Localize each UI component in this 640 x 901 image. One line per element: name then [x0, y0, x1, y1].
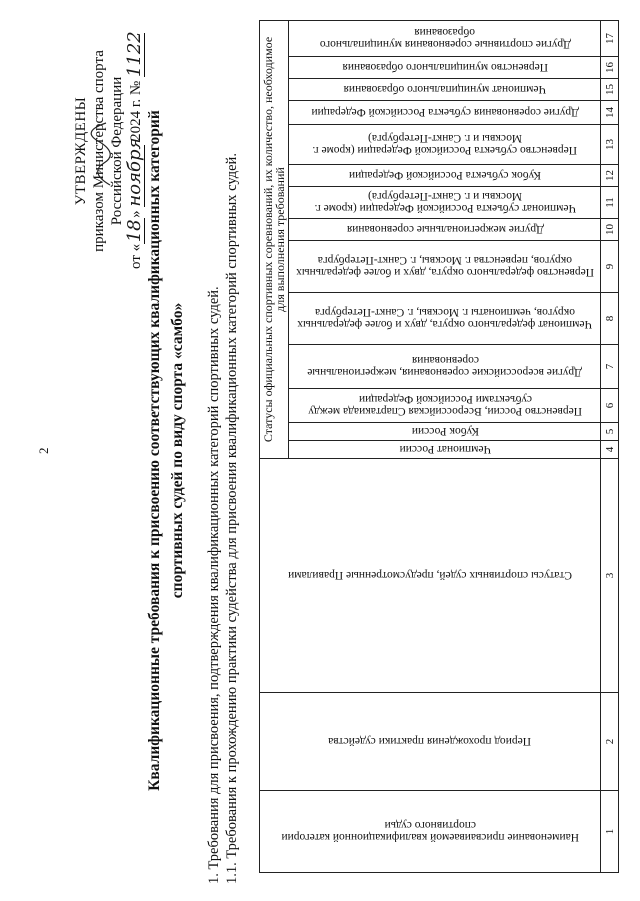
column-number: 16	[601, 57, 619, 79]
column-number: 1	[601, 791, 619, 873]
competition-header-cell: Чемпионат муниципального образования	[289, 79, 601, 101]
competition-header-cell: Первенство России, Всероссийская Спартакиада между субъектами Российской Федерации	[289, 389, 601, 423]
order-day: 18	[124, 219, 145, 243]
column-number: 6	[601, 389, 619, 423]
competition-header-cell: Кубок России	[289, 423, 601, 441]
column-number: 3	[601, 459, 619, 693]
approval-block	[72, 21, 145, 281]
competition-header-cell: Другие всероссийские соревнования, межрегиональные соревнования	[289, 345, 601, 389]
competition-header-cell: Чемпионат России	[289, 441, 601, 459]
page-number: 2	[36, 447, 51, 454]
column-number: 15	[601, 79, 619, 101]
approval-line-1: приказом Министерства спорта	[91, 50, 107, 252]
order-year: 2024 г.	[128, 98, 144, 141]
requirement-item-1: 1. Требования для присвоения, подтверждения квалификационных категорий спортивных судей.	[206, 286, 222, 884]
column-number: 10	[601, 219, 619, 241]
heading-line-2: спортивных судей по виду спорта «самбо»	[169, 302, 186, 599]
competition-header-cell: Первенство муниципального образования	[289, 57, 601, 79]
competition-header-cell: Первенство субъекта Российской Федерации (кроме г. Москвы и г. Санкт-Петербурга)	[289, 125, 601, 165]
signature-mark	[90, 119, 114, 189]
column-number: 8	[601, 293, 619, 345]
competition-header-cell: Другие соревнования субъекта Российской Федерации	[289, 101, 601, 125]
competition-header-cell: Чемпионат субъекта Российской Федерации (кроме г. Москвы и г. Санкт-Петербурга)	[289, 187, 601, 219]
column-number: 17	[601, 20, 619, 56]
header-category: Наименование присваиваемой квалификационной категории спортивного судьи	[260, 791, 601, 873]
competition-header-cell: Кубок субъекта Российской Федерации	[289, 165, 601, 187]
column-number: 2	[601, 693, 619, 791]
column-number: 12	[601, 165, 619, 187]
competition-header-cell: Первенство федерального округа, двух и более федеральных округов, первенства г. Москвы, г. Санкт-Петербурга	[289, 241, 601, 293]
approval-order-line	[126, 21, 145, 281]
competition-header-cell: Чемпионат федерального округа, двух и более федеральных округов, чемпионаты г. Москвы, г. Санкт-Петербурга	[289, 293, 601, 345]
competition-header-cell: Другие межрегиональные соревнования	[289, 219, 601, 241]
column-number: 5	[601, 423, 619, 441]
header-competition-statuses: Статусы официальных спортивных соревнований, их количество, необходимое для выполнения требований	[260, 20, 289, 458]
header-statuses: Статусы спортивных судей, предусмотренные Правилами	[260, 459, 601, 693]
column-number: 7	[601, 345, 619, 389]
competition-header-cell: Другие спортивные соревнования муниципального образования	[289, 20, 601, 56]
column-number: 9	[601, 241, 619, 293]
heading-line-1: Квалификационные требования к присвоению соответствующих квалификационных категорий	[146, 110, 163, 791]
requirements-table	[259, 20, 619, 873]
order-number-label: №	[128, 80, 144, 96]
column-number: 11	[601, 187, 619, 219]
column-number: 14	[601, 101, 619, 125]
order-month: ноября	[124, 137, 145, 207]
approval-line-2: Российской Федерации	[109, 76, 125, 226]
order-prefix: от «	[128, 243, 144, 269]
requirement-item-1-1: 1.1. Требования к прохождению практики судейства для присвоения квалификационных категорий спортивных судей.	[224, 153, 240, 884]
column-number: 4	[601, 441, 619, 459]
header-period: Период прохождения практики судейства	[260, 693, 601, 791]
column-number: 13	[601, 125, 619, 165]
order-number: 1122	[124, 31, 145, 78]
approval-title: УТВЕРЖДЕНЫ	[73, 96, 89, 206]
order-mid: »	[128, 210, 144, 218]
